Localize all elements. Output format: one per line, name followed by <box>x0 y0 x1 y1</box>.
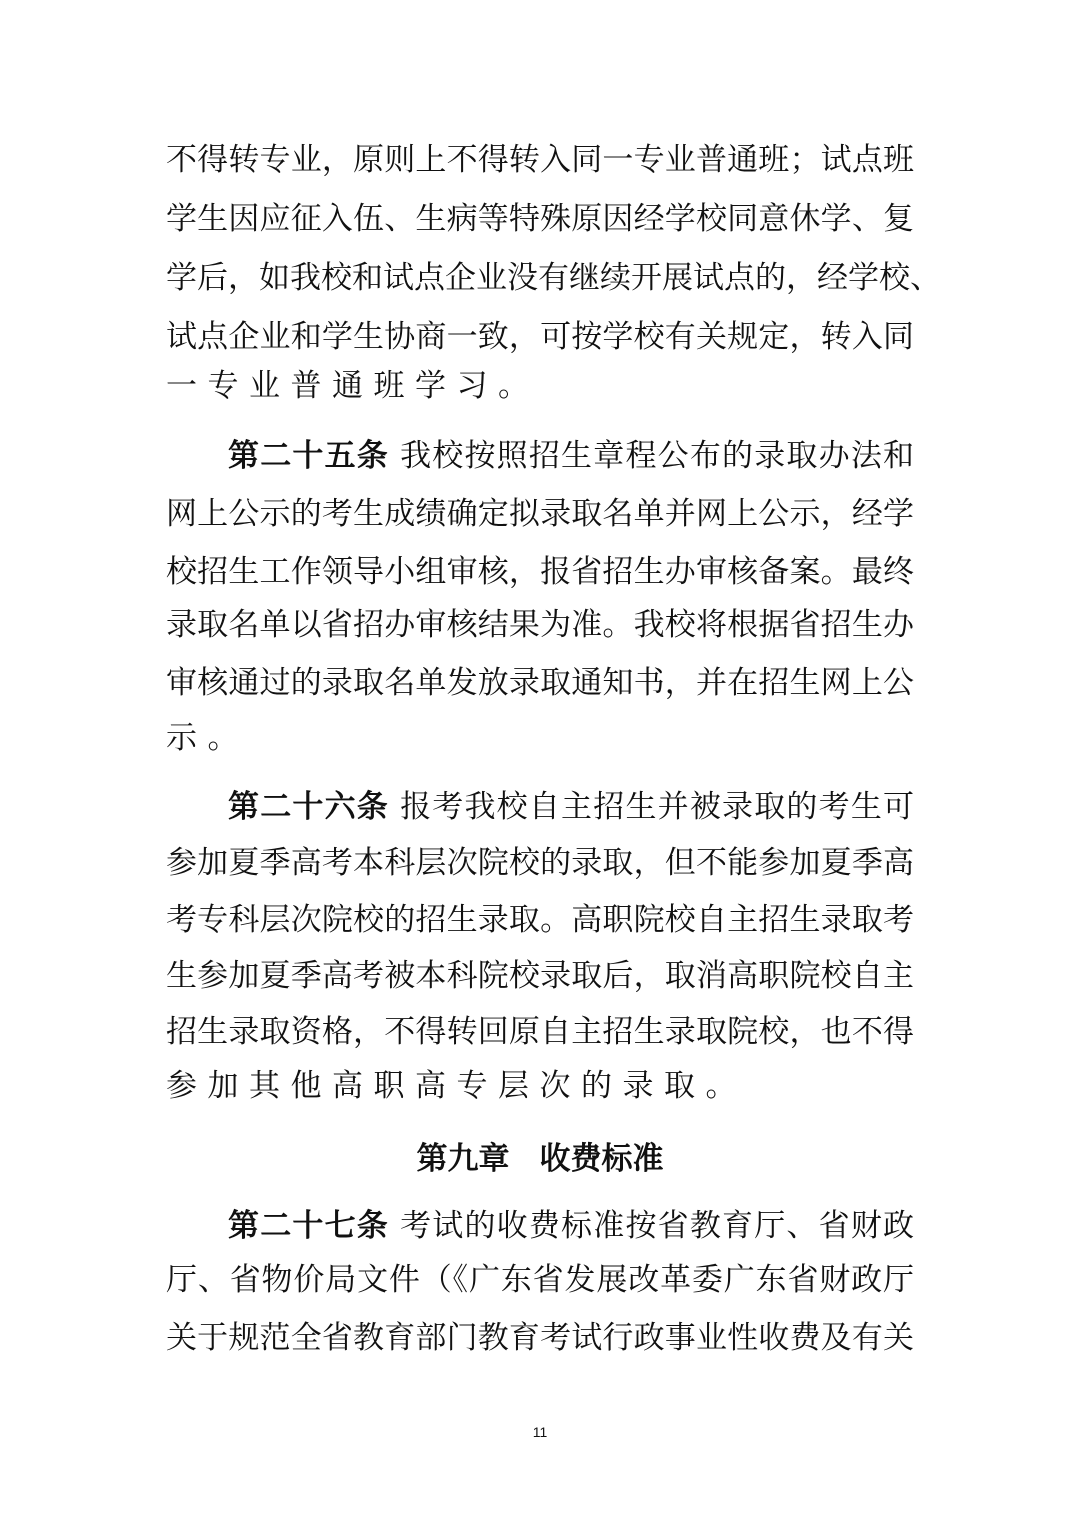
paragraph-line: 示。 <box>166 720 249 756</box>
article-27-number: 第二十七条 <box>228 1208 389 1244</box>
paragraph-line: 厅、省物价局文件（《广东省发展改革委广东省财政厅 <box>166 1262 914 1298</box>
article-26-first-text: 报考我校自主招生并被录取的考生可 <box>400 789 915 825</box>
paragraph-line: 学生因应征入伍、生病等特殊原因经学校同意休学、复 <box>166 201 914 237</box>
paragraph-line: 录取名单以省招办审核结果为准。我校将根据省招生办 <box>166 607 914 643</box>
paragraph-line: 招生录取资格，不得转回原自主招生录取院校，也不得 <box>166 1014 914 1050</box>
article-27-first-text: 考试的收费标准按省教育厅、省财政 <box>400 1208 915 1244</box>
paragraph-line: 试点企业和学生协商一致，可按学校有关规定，转入同 <box>166 319 914 355</box>
paragraph-line: 一专业普通班学习。 <box>166 368 540 404</box>
chapter-title: 收费标准 <box>539 1141 664 1177</box>
paragraph-line: 不得转专业，原则上不得转入同一专业普通班；试点班 <box>166 142 914 178</box>
article-27-first-line <box>228 1206 914 1246</box>
paragraph-line: 参加夏季高考本科层次院校的录取，但不能参加夏季高 <box>166 845 914 881</box>
chapter-heading <box>0 1137 1080 1181</box>
page-number: 11 <box>532 1424 548 1440</box>
paragraph-line: 校招生工作领导小组审核，报省招生办审核备案。最终 <box>166 554 914 590</box>
paragraph-line: 审核通过的录取名单发放录取通知书，并在招生网上公 <box>166 665 914 701</box>
article-25-first-line <box>228 436 914 476</box>
article-25-number: 第二十五条 <box>228 438 389 474</box>
paragraph-line: 考专科层次院校的招生录取。高职院校自主招生录取考 <box>166 902 914 938</box>
article-26-number: 第二十六条 <box>228 789 389 825</box>
paragraph-line: 学后，如我校和试点企业没有继续开展试点的，经学校、 <box>166 260 941 296</box>
paragraph-line: 关于规范全省教育部门教育考试行政事业性收费及有关 <box>166 1320 914 1356</box>
article-26-first-line <box>228 787 914 827</box>
article-25-first-text: 我校按照招生章程公布的录取办法和 <box>400 438 915 474</box>
paragraph-line: 网上公示的考生成绩确定拟录取名单并网上公示，经学 <box>166 496 914 532</box>
paragraph-line: 参加其他高职高专层次的录取。 <box>166 1068 747 1104</box>
chapter-number: 第九章 <box>416 1141 510 1177</box>
paragraph-line: 生参加夏季高考被本科院校录取后，取消高职院校自主 <box>166 958 914 994</box>
